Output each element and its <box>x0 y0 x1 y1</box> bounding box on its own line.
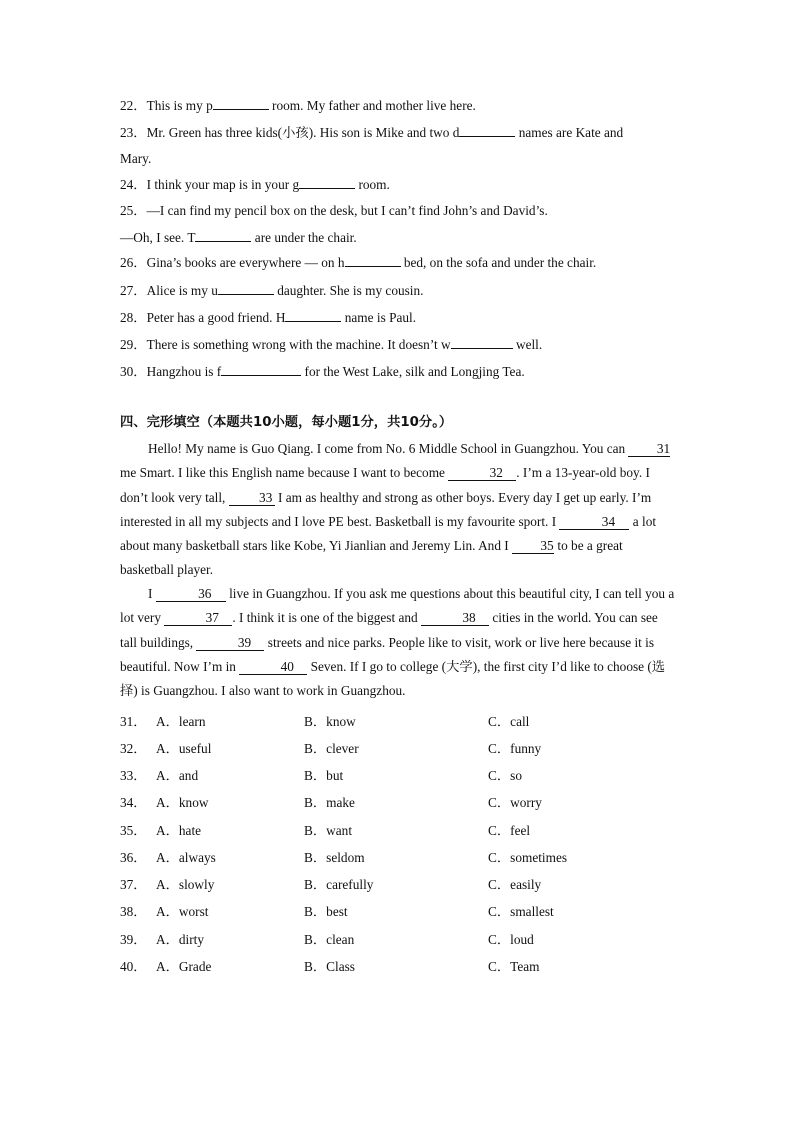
option-c: C．sometimes <box>488 850 568 865</box>
option-b: B．know <box>304 714 356 729</box>
passage-text: me Smart. I like this English name because I want to become <box>120 465 449 481</box>
question-23-continued <box>120 150 151 168</box>
option-number: 39． <box>120 932 147 947</box>
option-b: B．carefully <box>304 877 374 892</box>
passage-text: streets and nice parks. People like to visit, work or live here because it is beautiful. Now I’m in <box>120 634 655 674</box>
passage-text: cities in the world. You can see tall buildings, <box>120 610 658 650</box>
option-b: B．clever <box>304 741 359 756</box>
cloze-blank-40: 40 <box>239 660 307 675</box>
option-b: B．best <box>304 904 348 919</box>
answer-blank <box>459 123 515 137</box>
option-c: C．worry <box>488 795 542 810</box>
question-text: for the West Lake, silk and Longjing Tea. <box>301 364 525 379</box>
question-text: 24．I think your map is in your g <box>120 177 300 192</box>
option-number: 32． <box>120 741 147 756</box>
passage-text: Hello! My name is Guo Qiang. I come from No. 6 Middle School in Guangzhou. You can <box>148 441 626 456</box>
cloze-paragraph-2 <box>120 582 676 703</box>
option-a: A．learn <box>156 714 206 729</box>
option-number: 34． <box>120 795 147 810</box>
question-25-reply <box>120 228 357 247</box>
option-c: C．Team <box>488 959 540 974</box>
option-b: B．seldom <box>304 850 365 865</box>
option-a: A．dirty <box>156 932 205 947</box>
option-row-38 <box>120 903 676 921</box>
question-text: Mary. <box>120 151 152 166</box>
option-row-37 <box>120 876 676 894</box>
cloze-blank-35: 35 <box>512 539 554 554</box>
option-c: C．call <box>488 714 530 729</box>
option-number: 36． <box>120 850 147 865</box>
passage-text: Seven. If I go to college (大学), the first city I’d like to choose (选择) is Guangzhou. I also want to work in Guangzhou. <box>120 658 666 699</box>
question-text: bed, on the sofa and under the chair. <box>400 255 597 270</box>
question-22 <box>120 96 476 115</box>
passage-text: I am as healthy and strong as other boys. Every day I get up early. I’m interested in all my subjects and I love PE best. Basketball is my favourite sport. I <box>120 489 652 529</box>
option-number: 40． <box>120 959 147 974</box>
question-text: room. My father and mother live here. <box>268 98 476 113</box>
passage-text: I <box>148 586 156 601</box>
option-b: B．Class <box>304 959 355 974</box>
question-30 <box>120 362 525 381</box>
option-row-40 <box>120 958 676 976</box>
question-text: room. <box>355 177 390 192</box>
option-c: C．funny <box>488 741 542 756</box>
option-a: A．know <box>156 795 209 810</box>
option-b: B．but <box>304 768 344 783</box>
passage-text: . I think it is one of the biggest and <box>232 610 422 626</box>
option-row-36 <box>120 849 676 867</box>
question-text: 28．Peter has a good friend. H <box>120 310 286 325</box>
answer-blank <box>218 281 274 295</box>
answer-blank <box>195 228 251 242</box>
option-number: 35． <box>120 823 147 838</box>
option-row-39 <box>120 931 676 949</box>
answer-blank <box>221 362 301 376</box>
option-row-35 <box>120 822 676 840</box>
option-a: A．Grade <box>156 959 212 974</box>
question-text: 22．This is my p <box>120 98 213 113</box>
question-text: daughter. She is my cousin. <box>273 283 424 298</box>
question-text: 29．There is something wrong with the machine. It doesn’t w <box>120 337 451 352</box>
cloze-blank-38: 38 <box>421 611 489 626</box>
question-text: 26．Gina’s books are everywhere — on h <box>120 255 345 270</box>
option-a: A．slowly <box>156 877 215 892</box>
answer-blank <box>285 308 341 322</box>
option-number: 38． <box>120 904 147 919</box>
question-text: 23．Mr. Green has three kids(小孩). His son is Mike and two d <box>120 125 460 140</box>
cloze-blank-37: 37 <box>164 611 232 626</box>
option-c: C．smallest <box>488 904 554 919</box>
option-b: B．make <box>304 795 355 810</box>
option-row-31 <box>120 713 676 731</box>
option-number: 31． <box>120 714 147 729</box>
passage-text: live in Guangzhou. If you ask me questions about this beautiful city, I can tell you a lot very <box>120 586 675 626</box>
cloze-blank-33: 33 <box>229 491 275 506</box>
answer-blank <box>299 175 355 189</box>
question-24 <box>120 175 390 194</box>
question-text: 30．Hangzhou is f <box>120 364 222 379</box>
option-c: C．easily <box>488 877 542 892</box>
question-text: 27．Alice is my u <box>120 283 218 298</box>
question-27 <box>120 281 423 300</box>
answer-blank <box>345 253 401 267</box>
option-number: 37． <box>120 877 147 892</box>
option-c: C．loud <box>488 932 534 947</box>
passage-text: a lot about many basketball stars like Kobe, Yi Jianlian and Jeremy Lin. And I <box>120 513 657 554</box>
question-26 <box>120 253 596 272</box>
option-number: 33． <box>120 768 147 783</box>
option-a: A．hate <box>156 823 202 838</box>
option-b: B．clean <box>304 932 355 947</box>
option-c: C．so <box>488 768 522 783</box>
cloze-blank-36: 36 <box>156 587 226 602</box>
question-text: well. <box>512 337 543 352</box>
question-25 <box>120 202 548 220</box>
option-a: A．always <box>156 850 216 865</box>
passage-text: to be a great basketball player. <box>120 538 623 578</box>
option-b: B．want <box>304 823 353 838</box>
passage-text: . I’m a 13-year-old boy. I don’t look very tall, <box>120 465 650 505</box>
option-a: A．worst <box>156 904 209 919</box>
option-row-34 <box>120 794 676 812</box>
cloze-blank-31: 31 <box>628 442 670 457</box>
option-row-32 <box>120 740 676 758</box>
question-text: names are Kate and <box>515 125 624 140</box>
question-29 <box>120 335 542 354</box>
question-text: 25．—I can find my pencil box on the desk, but I can’t find John’s and David’s. <box>120 203 548 218</box>
cloze-blank-34: 34 <box>559 515 629 530</box>
cloze-paragraph-1 <box>120 437 676 583</box>
question-text: —Oh, I see. T <box>120 230 196 245</box>
question-23 <box>120 123 623 142</box>
option-a: A．and <box>156 768 199 783</box>
option-c: C．feel <box>488 823 531 838</box>
option-row-33 <box>120 767 676 785</box>
answer-blank <box>451 335 513 349</box>
cloze-blank-32: 32 <box>448 466 516 481</box>
question-text: are under the chair. <box>251 230 357 245</box>
question-28 <box>120 308 416 327</box>
cloze-blank-39: 39 <box>196 636 264 651</box>
option-a: A．useful <box>156 741 212 756</box>
answer-blank <box>213 96 269 110</box>
question-text: name is Paul. <box>341 310 417 325</box>
section-heading: 四、完形填空（本题共10小题，每小题1分，共10分。） <box>120 415 453 430</box>
